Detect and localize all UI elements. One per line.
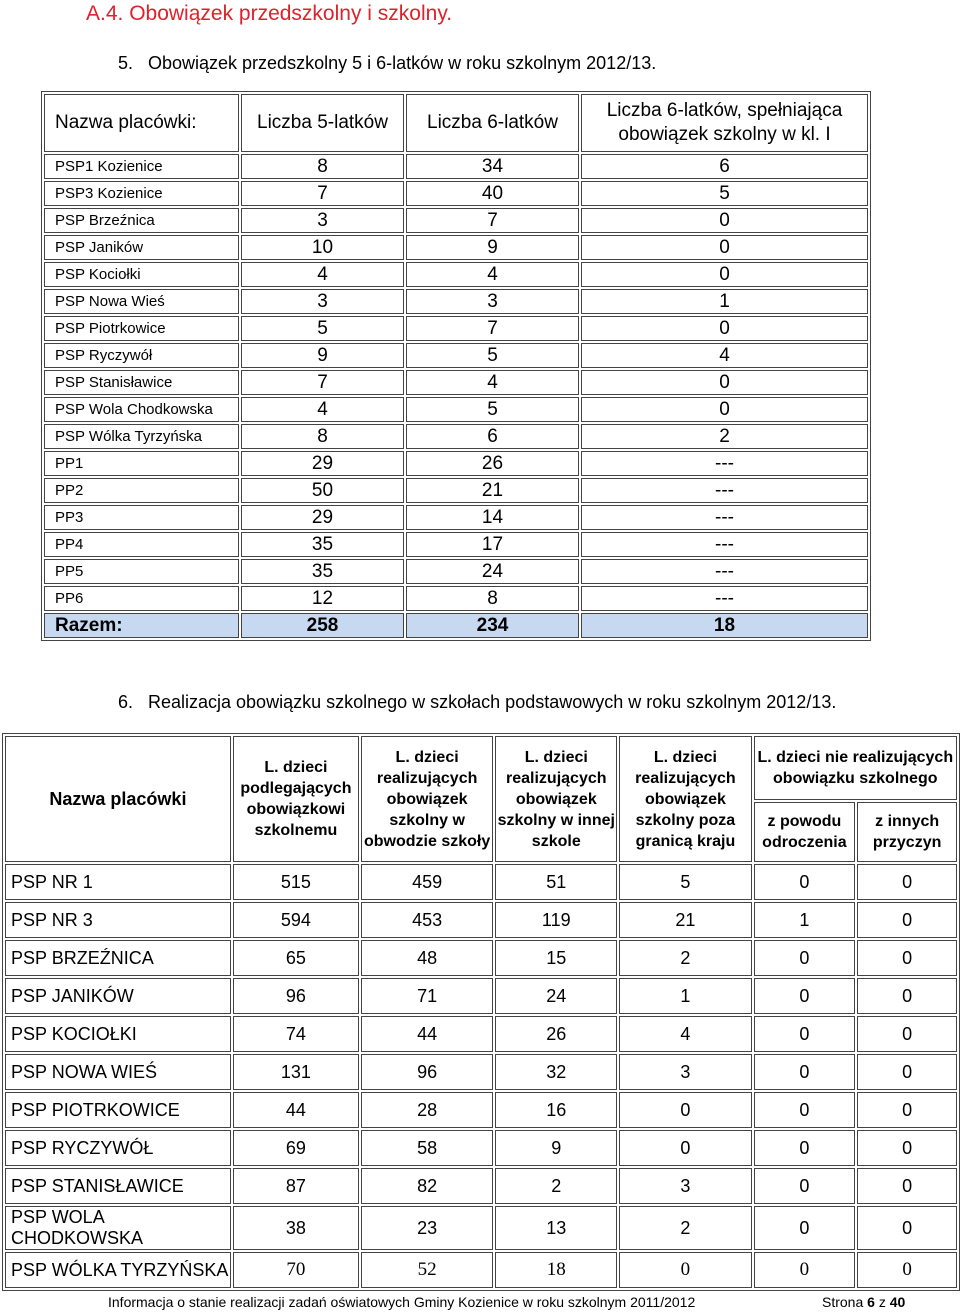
footer-text: Informacja o stanie realizacji zadań oświatowych Gminy Kozienice w roku szkolnym 2011/2012: [108, 1294, 696, 1310]
preschool-table-row: [44, 181, 868, 206]
school-name-cell: PP1: [44, 451, 239, 476]
value-cell: 0: [857, 864, 957, 900]
total-label: Razem:: [44, 613, 239, 638]
value-cell: 1: [581, 289, 868, 314]
header-children-in-district: L. dzieci realizujących obowiązek szkolny w obwodzie szkoły: [361, 736, 493, 862]
value-cell: 0: [754, 978, 856, 1014]
value-cell: 119: [495, 902, 617, 938]
value-cell: 9: [241, 343, 404, 368]
value-cell: 96: [233, 978, 359, 1014]
value-cell: ---: [581, 532, 868, 557]
school-name-cell: PP2: [44, 478, 239, 503]
value-cell: 71: [361, 978, 493, 1014]
school-name-cell: PP5: [44, 559, 239, 584]
page-total: 40: [889, 1294, 906, 1310]
preschool-table-total-row: [44, 613, 868, 638]
value-cell: 0: [754, 1092, 856, 1128]
value-cell: 5: [619, 864, 751, 900]
value-cell: 52: [361, 1252, 493, 1288]
school-name-cell: PSP NR 3: [5, 902, 231, 938]
preschool-table: [41, 91, 871, 641]
value-cell: 0: [857, 1252, 957, 1288]
school-table-row: [5, 1016, 957, 1052]
school-name-cell: PSP JANIKÓW: [5, 978, 231, 1014]
subsection-5-number: 5.: [118, 53, 134, 73]
value-cell: 0: [857, 1054, 957, 1090]
value-cell: 87: [233, 1168, 359, 1204]
value-cell: 0: [754, 1252, 856, 1288]
preschool-table-row: [44, 316, 868, 341]
total-value: 234: [406, 613, 579, 638]
value-cell: 3: [241, 289, 404, 314]
value-cell: ---: [581, 505, 868, 530]
value-cell: 0: [754, 1130, 856, 1166]
school-table-row: [5, 864, 957, 900]
value-cell: 459: [361, 864, 493, 900]
school-name-cell: PSP Ryczywół: [44, 343, 239, 368]
header-other-reasons: z innych przyczyn: [857, 802, 957, 862]
school-table-row: [5, 978, 957, 1014]
value-cell: 40: [406, 181, 579, 206]
value-cell: 0: [857, 1130, 957, 1166]
value-cell: 44: [361, 1016, 493, 1052]
value-cell: 6: [406, 424, 579, 449]
value-cell: 16: [495, 1092, 617, 1128]
value-cell: 0: [857, 978, 957, 1014]
value-cell: 28: [361, 1092, 493, 1128]
header-deferral: z powodu odroczenia: [754, 802, 856, 862]
preschool-table-row: [44, 262, 868, 287]
value-cell: 7: [406, 208, 579, 233]
value-cell: 10: [241, 235, 404, 260]
header-school-name: Nazwa placówki: [5, 736, 231, 862]
school-table-row: [5, 1252, 957, 1288]
value-cell: 74: [233, 1016, 359, 1052]
value-cell: 594: [233, 902, 359, 938]
value-cell: 7: [406, 316, 579, 341]
preschool-table-row: [44, 343, 868, 368]
school-name-cell: PSP PIOTRKOWICE: [5, 1092, 231, 1128]
preschool-table-row: [44, 424, 868, 449]
value-cell: 1: [619, 978, 751, 1014]
value-cell: 2: [619, 1206, 751, 1250]
value-cell: 18: [495, 1252, 617, 1288]
school-name-cell: PSP Piotrkowice: [44, 316, 239, 341]
school-name-cell: PP4: [44, 532, 239, 557]
value-cell: 35: [241, 559, 404, 584]
header-6-year-olds: Liczba 6-latków: [406, 94, 579, 152]
value-cell: 9: [495, 1130, 617, 1166]
value-cell: 2: [495, 1168, 617, 1204]
school-table-row: [5, 902, 957, 938]
value-cell: 24: [495, 978, 617, 1014]
school-name-cell: PSP NR 1: [5, 864, 231, 900]
value-cell: 26: [495, 1016, 617, 1052]
value-cell: 0: [754, 1206, 856, 1250]
school-name-cell: PSP3 Kozienice: [44, 181, 239, 206]
subsection-6-number: 6.: [118, 692, 134, 712]
value-cell: 13: [495, 1206, 617, 1250]
school-table-row: [5, 1168, 957, 1204]
value-cell: 32: [495, 1054, 617, 1090]
school-name-cell: PSP NOWA WIEŚ: [5, 1054, 231, 1090]
value-cell: 70: [233, 1252, 359, 1288]
value-cell: 35: [241, 532, 404, 557]
value-cell: 6: [581, 154, 868, 179]
value-cell: 26: [406, 451, 579, 476]
value-cell: ---: [581, 478, 868, 503]
value-cell: 2: [581, 424, 868, 449]
value-cell: 0: [754, 940, 856, 976]
school-name-cell: PSP Wola Chodkowska: [44, 397, 239, 422]
school-name-cell: PSP Kociołki: [44, 262, 239, 287]
preschool-table-row: [44, 586, 868, 611]
value-cell: 0: [581, 370, 868, 395]
value-cell: 4: [581, 343, 868, 368]
school-table-row: [5, 1206, 957, 1250]
preschool-table-row: [44, 451, 868, 476]
value-cell: 0: [857, 940, 957, 976]
value-cell: 3: [241, 208, 404, 233]
school-name-cell: PSP WÓLKA TYRZYŃSKA: [5, 1252, 231, 1288]
value-cell: 44: [233, 1092, 359, 1128]
value-cell: 0: [619, 1092, 751, 1128]
value-cell: 29: [241, 505, 404, 530]
school-obligation-table: [2, 733, 960, 1291]
page-current: 6: [867, 1294, 875, 1310]
value-cell: 131: [233, 1054, 359, 1090]
school-name-cell: PSP Stanisławice: [44, 370, 239, 395]
value-cell: 15: [495, 940, 617, 976]
value-cell: 8: [241, 424, 404, 449]
school-name-cell: PP3: [44, 505, 239, 530]
value-cell: 2: [619, 940, 751, 976]
value-cell: 5: [406, 397, 579, 422]
school-name-cell: PSP BRZEŹNICA: [5, 940, 231, 976]
school-table-row: [5, 1054, 957, 1090]
school-name-cell: PSP RYCZYWÓŁ: [5, 1130, 231, 1166]
value-cell: 51: [495, 864, 617, 900]
value-cell: 4: [406, 370, 579, 395]
value-cell: 21: [619, 902, 751, 938]
preschool-table-row: [44, 478, 868, 503]
value-cell: ---: [581, 451, 868, 476]
footer-page-number: [822, 1294, 905, 1310]
value-cell: 0: [581, 316, 868, 341]
subsection-5-heading: [118, 53, 656, 74]
value-cell: 453: [361, 902, 493, 938]
header-children-other-school: L. dzieci realizujących obowiązek szkolny w innej szkole: [495, 736, 617, 862]
school-table-row: [5, 1092, 957, 1128]
value-cell: 0: [581, 262, 868, 287]
value-cell: 4: [619, 1016, 751, 1052]
value-cell: 0: [857, 1092, 957, 1128]
school-name-cell: PSP Nowa Wieś: [44, 289, 239, 314]
value-cell: 96: [361, 1054, 493, 1090]
value-cell: 0: [754, 864, 856, 900]
header-6-year-olds-in-school: Liczba 6-latków, spełniająca obowiązek szkolny w kl. I: [581, 94, 868, 152]
header-children-not-fulfilling: L. dzieci nie realizujących obowiązku szkolnego: [754, 736, 957, 800]
value-cell: 0: [857, 1168, 957, 1204]
header-name: Nazwa placówki:: [44, 94, 239, 152]
value-cell: 14: [406, 505, 579, 530]
school-name-cell: PSP WOLA CHODKOWSKA: [5, 1206, 231, 1250]
page-separator: z: [878, 1294, 886, 1310]
header-children-abroad: L. dzieci realizujących obowiązek szkolny poza granicą kraju: [619, 736, 751, 862]
total-value: 258: [241, 613, 404, 638]
header-children-subject: L. dzieci podlegających obowiązkowi szkolnemu: [233, 736, 359, 862]
value-cell: ---: [581, 559, 868, 584]
subsection-5-title: Obowiązek przedszkolny 5 i 6-latków w roku szkolnym 2012/13.: [148, 53, 657, 73]
preschool-table-row: [44, 370, 868, 395]
value-cell: 8: [406, 586, 579, 611]
value-cell: 50: [241, 478, 404, 503]
value-cell: 34: [406, 154, 579, 179]
school-table-row: [5, 1130, 957, 1166]
value-cell: 4: [406, 262, 579, 287]
value-cell: 24: [406, 559, 579, 584]
value-cell: 12: [241, 586, 404, 611]
value-cell: 0: [754, 1016, 856, 1052]
value-cell: ---: [581, 586, 868, 611]
value-cell: 515: [233, 864, 359, 900]
value-cell: 0: [857, 1206, 957, 1250]
school-name-cell: PSP KOCIOŁKI: [5, 1016, 231, 1052]
subsection-6-heading: [118, 692, 836, 713]
value-cell: 0: [754, 1054, 856, 1090]
school-name-cell: PP6: [44, 586, 239, 611]
value-cell: 9: [406, 235, 579, 260]
value-cell: 17: [406, 532, 579, 557]
value-cell: 0: [857, 902, 957, 938]
value-cell: 3: [406, 289, 579, 314]
school-name-cell: PSP Brzeźnica: [44, 208, 239, 233]
value-cell: 0: [619, 1252, 751, 1288]
school-table-header-row-1: [5, 736, 957, 800]
preschool-table-row: [44, 235, 868, 260]
value-cell: 21: [406, 478, 579, 503]
value-cell: 0: [581, 208, 868, 233]
school-name-cell: PSP Wólka Tyrzyńska: [44, 424, 239, 449]
value-cell: 1: [754, 902, 856, 938]
value-cell: 7: [241, 370, 404, 395]
value-cell: 29: [241, 451, 404, 476]
value-cell: 4: [241, 262, 404, 287]
value-cell: 58: [361, 1130, 493, 1166]
preschool-table-row: [44, 289, 868, 314]
value-cell: 5: [406, 343, 579, 368]
preschool-table-row: [44, 208, 868, 233]
preschool-table-row: [44, 397, 868, 422]
value-cell: 65: [233, 940, 359, 976]
header-5-year-olds: Liczba 5-latków: [241, 94, 404, 152]
page-prefix: Strona: [822, 1294, 864, 1310]
value-cell: 7: [241, 181, 404, 206]
value-cell: 3: [619, 1168, 751, 1204]
value-cell: 0: [754, 1168, 856, 1204]
value-cell: 82: [361, 1168, 493, 1204]
value-cell: 69: [233, 1130, 359, 1166]
value-cell: 0: [619, 1130, 751, 1166]
value-cell: 38: [233, 1206, 359, 1250]
school-name-cell: PSP1 Kozienice: [44, 154, 239, 179]
preschool-table-row: [44, 154, 868, 179]
school-table-row: [5, 940, 957, 976]
value-cell: 8: [241, 154, 404, 179]
school-name-cell: PSP Janików: [44, 235, 239, 260]
preschool-table-row: [44, 505, 868, 530]
value-cell: 5: [581, 181, 868, 206]
value-cell: 3: [619, 1054, 751, 1090]
subsection-6-title: Realizacja obowiązku szkolnego w szkołach podstawowych w roku szkolnym 2012/13.: [148, 692, 837, 712]
value-cell: 0: [581, 235, 868, 260]
value-cell: 48: [361, 940, 493, 976]
value-cell: 23: [361, 1206, 493, 1250]
preschool-table-row: [44, 559, 868, 584]
school-name-cell: PSP STANISŁAWICE: [5, 1168, 231, 1204]
total-value: 18: [581, 613, 868, 638]
value-cell: 0: [581, 397, 868, 422]
preschool-table-row: [44, 532, 868, 557]
value-cell: 4: [241, 397, 404, 422]
section-title: A.4. Obowiązek przedszkolny i szkolny.: [86, 2, 453, 25]
value-cell: 0: [857, 1016, 957, 1052]
preschool-table-header: [44, 94, 868, 152]
value-cell: 5: [241, 316, 404, 341]
